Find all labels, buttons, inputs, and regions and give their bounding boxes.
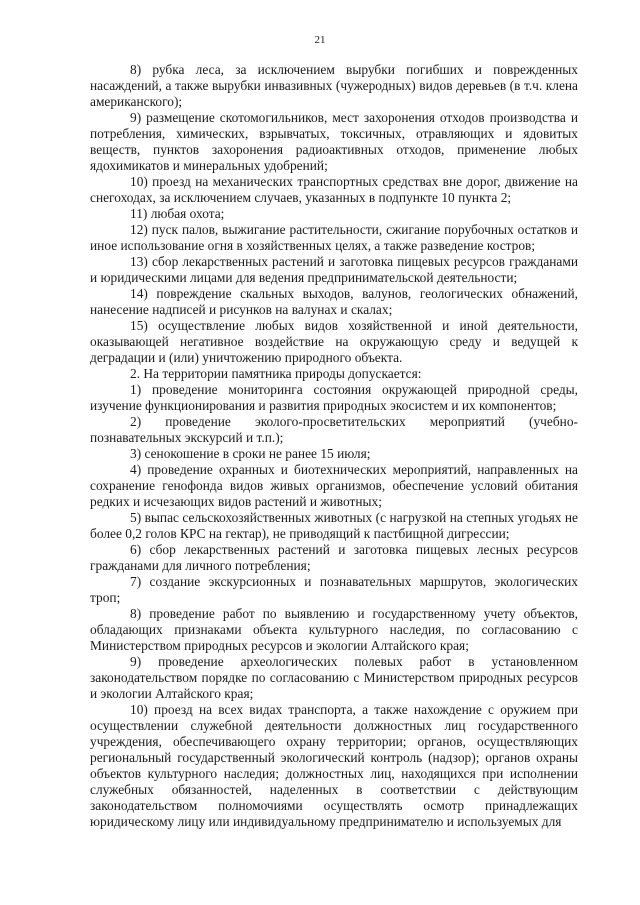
paragraph: 8) проведение работ по выявлению и государственному учету объектов, обладающих признаками объекта культурного наследия, по согласованию с Министерством природных ресурсов и экологии Алтайского края;	[90, 606, 578, 653]
paragraph: 1) проведение мониторинга состояния окружающей природной среды, изучение функционирования и развития природных экосистем и их компонентов;	[90, 382, 578, 413]
paragraph: 12) пуск палов, выжигание растительности, сжигание порубочных остатков и иное использование огня в хозяйственных целях, а также разведение костров;	[90, 222, 578, 253]
page-number: 21	[314, 34, 326, 46]
paragraph: 5) выпас сельскохозяйственных животных (с нагрузкой на степных угодьях не более 0,2 голов КРС на гектар), не приводящий к пастбищной дигрессии;	[90, 510, 578, 541]
paragraph: 15) осуществление любых видов хозяйственной и иной деятельности, оказывающей негативное воздействие на окружающую среду и ведущей к деградации и (или) уничтожению природного объекта.	[90, 318, 578, 365]
paragraph: 10) проезд на всех видах транспорта, а также нахождение с оружием при осуществлении служебной деятельности должностных лиц государственного учреждения, обеспечивающего охрану территории; органов, осуществляющих региональный государственный экологический контроль (надзор); органов охраны объектов культурного наследия; должностных лиц, находящихся при исполнении служебных обязанностей, наделенных в соответствии с действующим законодательством полномочиями осуществлять осмотр принадлежащих юридическому лицу или индивидуальному предпринимателю и используемых для	[90, 702, 578, 829]
paragraph: 4) проведение охранных и биотехнических мероприятий, направленных на сохранение генофонда видов живых организмов, обеспечение условий обитания редких и исчезающих видов растений и животных;	[90, 462, 578, 509]
paragraph: 14) повреждение скальных выходов, валунов, геологических обнажений, нанесение надписей и рисунков на валунах и скалах;	[90, 286, 578, 317]
paragraph: 2) проведение эколого-просветительских мероприятий (учебно-познавательных экскурсий и т.п.);	[90, 414, 578, 445]
paragraph: 7) создание экскурсионных и познавательных маршрутов, экологических троп;	[90, 574, 578, 605]
section-heading: 2. На территории памятника природы допускается:	[130, 366, 422, 381]
document-body	[90, 62, 578, 830]
paragraph: 9) проведение археологических полевых работ в установленном законодательством порядке по согласованию с Министерством природных ресурсов и экологии Алтайского края;	[90, 654, 578, 701]
paragraph: 9) размещение скотомогильников, мест захоронения отходов производства и потребления, химических, взрывчатых, токсичных, отравляющих и ядовитых веществ, пунктов захоронения радиоактивных отходов, применение любых ядохимикатов и минеральных удобрений;	[90, 110, 578, 173]
paragraph: 3) сенокошение в сроки не ранее 15 июля;	[130, 446, 371, 461]
paragraph: 8) рубка леса, за исключением вырубки погибших и поврежденных насаждений, а также вырубки инвазивных (чужеродных) видов деревьев (в т.ч. клена американского);	[90, 62, 578, 109]
paragraph: 10) проезд на механических транспортных средствах вне дорог, движение на снегоходах, за исключением случаев, указанных в подпункте 10 пункта 2;	[90, 174, 578, 205]
paragraph: 6) сбор лекарственных растений и заготовка пищевых лесных ресурсов гражданами для личного потребления;	[90, 542, 578, 573]
paragraph: 13) сбор лекарственных растений и заготовка пищевых ресурсов гражданами и юридическими лицами для ведения предпринимательской деятельности;	[90, 254, 578, 285]
paragraph: 11) любая охота;	[130, 206, 225, 221]
